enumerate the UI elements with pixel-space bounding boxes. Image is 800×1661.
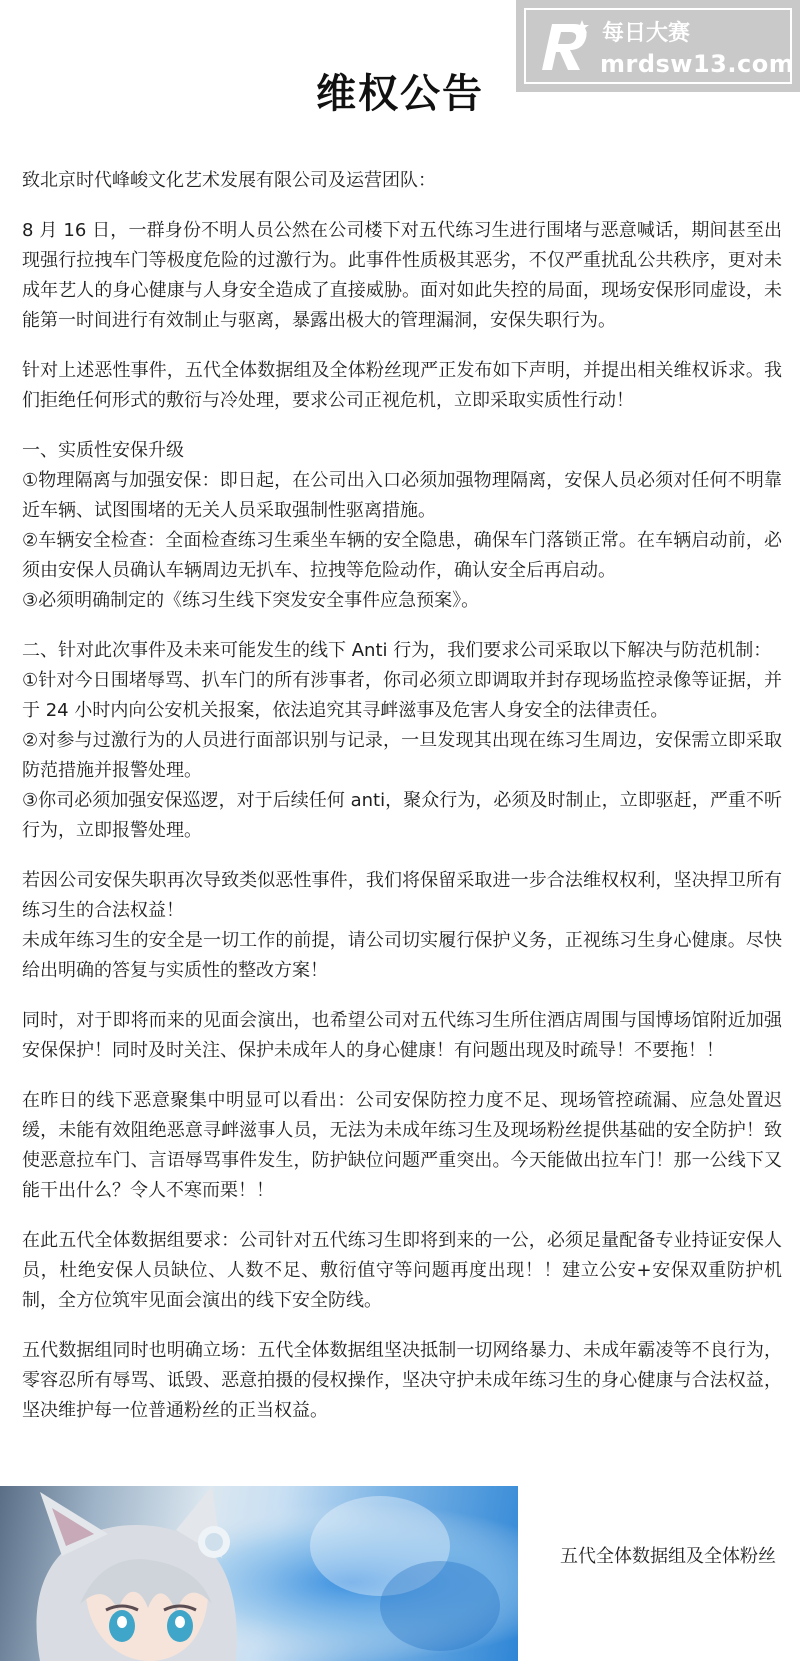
watermark-url: mrdsw13.com — [600, 50, 795, 78]
meeting-paragraph: 同时，对于即将而来的见面会演出，也希望公司对五代练习生所住酒店周围与国博场馆附近加强安保保护！同时及时关注、保护未成年人的身心健康！有问题出现及时疏导！不要拖！！ — [22, 1010, 782, 1061]
list-item: ③你司必须加强安保巡逻，对于后续任何 anti，聚众行为，必须及时制止，立即驱赶，严重不听行为，立即报警处理。 — [22, 790, 782, 841]
warning-paragraph: 若因公司安保失职再次导致类似恶性事件，我们将保留采取进一步合法维权权利，坚决捍卫所有练习生的合法权益！ — [22, 870, 782, 921]
warning-paragraph: 未成年练习生的安全是一切工作的前提，请公司切实履行保护义务，正视练习生身心健康。尽快给出明确的答复与实质性的整改方案！ — [22, 930, 782, 981]
document-body — [22, 166, 782, 1446]
list-item: ③必须明确制定的《练习生线下突发安全事件应急预案》。 — [22, 590, 480, 611]
intro-paragraph: 8 月 16 日，一群身份不明人员公然在公司楼下对五代练习生进行围堵与恶意喊话，期间甚至出现强行拉拽车门等极度危险的过激行为。此事件性质极其恶劣，不仅严重扰乱公共秩序，更对未成年艺人的身心健康与人身安全造成了直接威胁。面对如此失控的局面，现场安保形同虚设，未能第一时间进行有效制止与驱离，暴露出极大的管理漏洞，安保失职行为。 — [22, 220, 782, 331]
observation-paragraph: 在昨日的线下恶意聚集中明显可以看出：公司安保防控力度不足、现场管控疏漏、应急处置迟缓，未能有效阻绝恶意寻衅滋事人员，无法为未成年练习生及现场粉丝提供基础的安全防护！致使恶意拉车门、言语辱骂事件发生，防护缺位问题严重突出。今天能做出拉车门！那一公线下又能干出什么？令人不寒而栗！！ — [22, 1090, 782, 1201]
warning-block — [22, 866, 782, 986]
demand-paragraph: 在此五代全体数据组要求：公司针对五代练习生即将到来的一公，必须足量配备专业持证安保人员，杜绝安保人员缺位、人数不足、敷衍值守等问题再度出现！！建立公安+安保双重防护机制，全方位筑牢见面会演出的线下安全防线。 — [22, 1230, 782, 1311]
statement-paragraph: 针对上述恶性事件，五代全体数据组及全体粉丝现严正发布如下声明，并提出相关维权诉求。我们拒绝任何形式的敷衍与冷处理，要求公司正视危机，立即采取实质性行动！ — [22, 360, 782, 411]
list-item: ②车辆安全检查：全面检查练习生乘坐车辆的安全隐患，确保车门落锁正常。在车辆启动前，必须由安保人员确认车辆周边无扒车、拉拽等危险动作，确认安全后再启动。 — [22, 530, 782, 581]
section-heading: 二、针对此次事件及未来可能发生的线下 Anti 行为，我们要求公司采取以下解决与防范机制： — [22, 640, 772, 661]
salutation: 致北京时代峰峻文化艺术发展有限公司及运营团队： — [22, 170, 436, 191]
list-item: ①物理隔离与加强安保：即日起，在公司出入口必须加强物理隔离，安保人员必须对任何不明靠近车辆、试图围堵的无关人员采取强制性驱离措施。 — [22, 470, 782, 521]
list-item: ②对参与过激行为的人员进行面部识别与记录，一旦发现其出现在练习生周边，安保需立即采取防范措施并报警处理。 — [22, 730, 782, 781]
list-item: ①针对今日围堵辱骂、扒车门的所有涉事者，你司必须立即调取并封存现场监控录像等证据，并于 24 小时内向公安机关报案，依法追究其寻衅滋事及危害人身安全的法律责任。 — [22, 670, 782, 721]
anime-illustration — [0, 1486, 518, 1661]
anime-girl-image — [0, 1486, 518, 1661]
watermark-brand: 每日大赛 — [602, 21, 691, 46]
page-title: 维权公告 — [316, 71, 484, 117]
section-security-upgrade — [22, 436, 782, 616]
section-anti-measures — [22, 636, 782, 846]
signature: 五代全体数据组及全体粉丝 — [560, 1546, 776, 1567]
position-paragraph: 五代数据组同时也明确立场：五代全体数据组坚决抵制一切网络暴力、未成年霸凌等不良行为，零容忍所有辱骂、诋毁、恶意拍摄的侵权操作，坚决守护未成年练习生的身心健康与合法权益，坚决维护每一位普通粉丝的正当权益。 — [22, 1340, 782, 1421]
section-heading: 一、实质性安保升级 — [22, 440, 184, 461]
